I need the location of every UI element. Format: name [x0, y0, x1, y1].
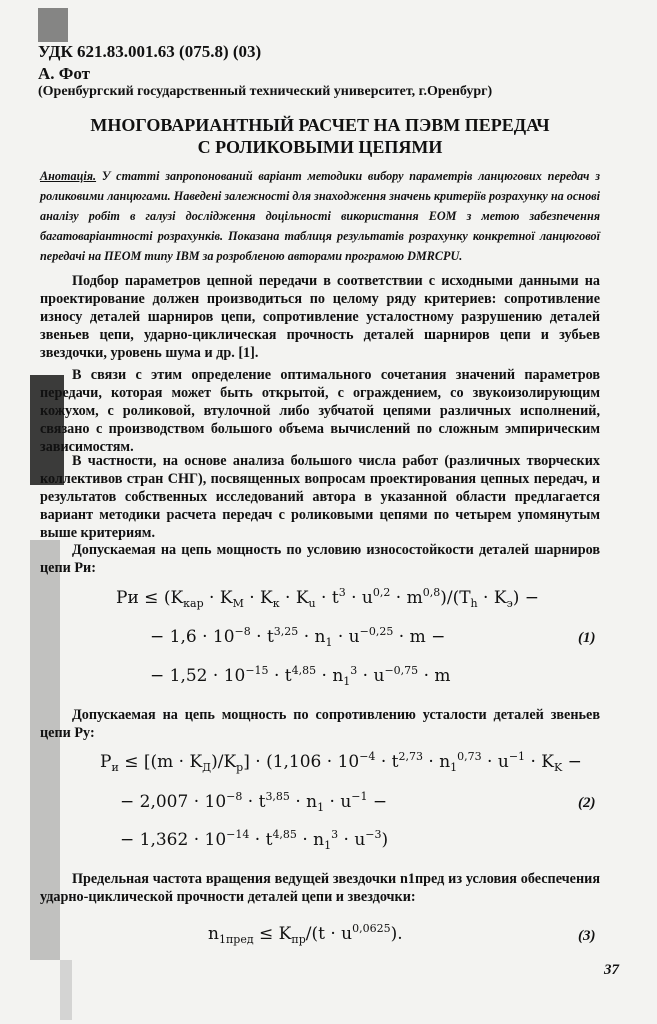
scan-artifact [38, 8, 68, 42]
equation-1-line-3: − $1,52 \cdot 10^{-15} \cdot t^{4,85} \cdot n_1^3 \cdot u^{-0,75} \cdot m$ [150, 664, 451, 688]
equation-2-line-3: − $1,362 \cdot 10^{-14} \cdot t^{4,85} \cdot n_1^3 \cdot u^{-3}$) [120, 828, 389, 852]
equation-2-line-1: $P_и \le [(m \cdot K_Д)/K_p] \cdot (1,106 \cdot 10^{-4} \cdot t^{2,73} \cdot n_1^{0,73} \cdot u^{-1} \cdot K_K$ − [100, 750, 582, 774]
equation-2-line-2: − $2,007 \cdot 10^{-8} \cdot t^{3,85} \cdot n_1 \cdot u^{-1}$ − [120, 790, 388, 814]
abstract-label: Анотація. [40, 169, 97, 183]
equation-3: $n_{1пред} \le K_{пр}/(t \cdot u^{0,0625})$. [208, 922, 403, 946]
title-line-2: С РОЛИКОВЫМИ ЦЕПЯМИ [197, 137, 443, 157]
paragraph-5: Допускаемая на цепь мощность по сопротивлению усталости деталей звеньев цепи Ру: [40, 707, 600, 741]
title-line-1: МНОГОВАРИАНТНЫЙ РАСЧЕТ НА ПЭВМ ПЕРЕДАЧ [90, 115, 550, 135]
paragraph-3: В частности, на основе анализа большого числа работ (различных творческих коллективов стран СНГ), посвященных вопросам проектирования цепных передач, и результатов собственных исследований автора в указанной области предлагается вариант методики расчета передач с роликовыми цепями по четырем упомянутым выше критериям. [40, 453, 600, 541]
equation-2-number: (2) [578, 795, 596, 811]
paragraph-4: Допускаемая на цепь мощность по условию износостойкости деталей шарниров цепи Ри: [40, 542, 600, 576]
equation-1-line-1: Pи ≤ $(K_{кар} \cdot K_М \cdot K_к \cdot K_u \cdot t^3 \cdot u^{0,2} \cdot m^{0,8})/(T_h \cdot K_э)$ − [116, 586, 540, 610]
paragraph-1: Подбор параметров цепной передачи в соответствии с исходными данными на проектирование должен производиться по целому ряду критериев: сопротивление износу деталей шарниров цепи, сопротивление усталостному разрушению деталей звеньев цепи, ударно-циклическая прочность деталей шарниров цепи и зубьев звездочки, уровень шума и др. [1]. [40, 273, 600, 361]
scan-artifact [60, 960, 72, 1020]
author-name: А. Фот [38, 64, 91, 83]
abstract-text: У статті запропонований варіант методики вибору параметрів ланцюгових передач з роликовими ланцюгами. Наведені залежності для знаходження значень критеріїв розрахунку на основі аналізу робіт в галузі дослідження доцільності використання ЕОМ з метою забезпечення багатоваріантності розрахунків. Показана таблиця результатів розрахунку конкретної ланцюгової передачі на ПЕОМ типу IBM за розробленою авторами програмою DMRCPU. [40, 169, 600, 263]
equation-1-number: (1) [578, 630, 596, 646]
paper-title [40, 114, 600, 158]
paragraph-6: Предельная частота вращения ведущей звездочки n1пред из условия обеспечения ударно-циклической прочности деталей цепи и звездочки: [40, 871, 600, 905]
affiliation: (Оренбургский государственный технический университет, г.Оренбург) [38, 84, 493, 99]
equation-3-number: (3) [578, 928, 596, 944]
abstract [40, 166, 600, 266]
paragraph-2: В связи с этим определение оптимального сочетания значений параметров передачи, которая может быть открытой, с ограждением, со звукоизолирующим кожухом, с роликовой, втулочной либо зубчатой цепями различных исполнений, связано с производством большого объема вычислений по сложным эмпирическим зависимостям. [40, 367, 600, 455]
page-number: 37 [604, 962, 619, 978]
equation-1-line-2: − $1,6 \cdot 10^{-8} \cdot t^{3,25} \cdot n_1 \cdot u^{-0,25} \cdot m$ − [150, 625, 446, 649]
udk-code: УДК 621.83.001.63 (075.8) (03) [38, 42, 262, 61]
